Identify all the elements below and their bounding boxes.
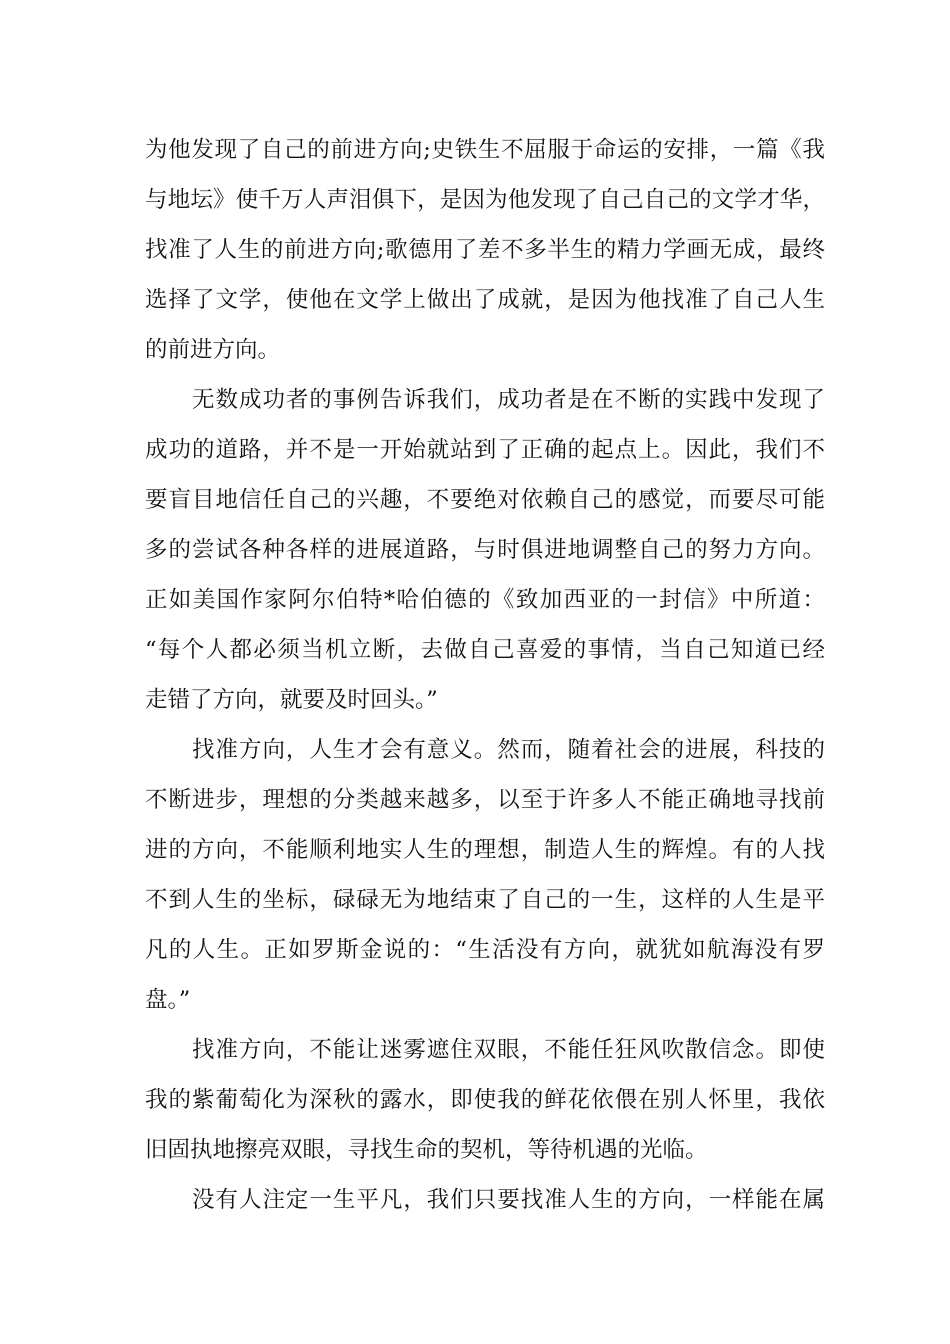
text-line-20: 我的紫葡萄化为深秋的露水，即使我的鲜花依偎在别人怀里，我依 (145, 1087, 825, 1113)
text-line-7: 成功的道路，并不是一开始就站到了正确的起点上。因此，我们不 (145, 437, 825, 463)
text-line-3: 找准了人生的前进方向;歌德用了差不多半生的精力学画无成，最终 (145, 237, 825, 263)
text-line-14: 不断进步，理想的分类越来越多，以至于许多人不能正确地寻找前 (145, 787, 825, 813)
text-line-19: 找准方向，不能让迷雾遮住双眼，不能任狂风吹散信念。即使 (192, 1037, 825, 1063)
text-line-1: 为他发现了自己的前进方向;史铁生不屈服于命运的安排，一篇《我 (145, 137, 825, 163)
text-line-9: 多的尝试各种各样的进展道路，与时俱进地调整自己的努力方向。 (145, 537, 825, 563)
text-line-22: 没有人注定一生平凡，我们只要找准人生的方向，一样能在属 (192, 1187, 825, 1213)
text-line-13: 找准方向，人生才会有意义。然而，随着社会的进展，科技的 (192, 737, 825, 763)
text-line-18: 盘。” (145, 987, 191, 1013)
text-line-5: 的前进方向。 (145, 337, 281, 363)
text-line-10: 正如美国作家阿尔伯特*哈伯德的《致加西亚的一封信》中所道： (145, 587, 825, 613)
text-line-2: 与地坛》使千万人声泪俱下，是因为他发现了自己自己的文学才华， (145, 187, 825, 213)
text-line-4: 选择了文学，使他在文学上做出了成就，是因为他找准了自己人生 (145, 287, 825, 313)
text-line-21: 旧固执地擦亮双眼，寻找生命的契机，等待机遇的光临。 (145, 1137, 708, 1163)
text-line-6: 无数成功者的事例告诉我们，成功者是在不断的实践中发现了 (192, 387, 825, 413)
text-line-8: 要盲目地信任自己的兴趣，不要绝对依赖自己的感觉，而要尽可能 (145, 487, 825, 513)
text-line-16: 不到人生的坐标，碌碌无为地结束了自己的一生，这样的人生是平 (145, 887, 825, 913)
text-line-12: 走错了方向，就要及时回头。” (145, 687, 438, 713)
text-line-11: “每个人都必须当机立断，去做自己喜爱的事情，当自己知道已经 (145, 637, 825, 663)
text-line-15: 进的方向，不能顺利地实人生的理想，制造人生的辉煌。有的人找 (145, 837, 825, 863)
text-line-17: 凡的人生。正如罗斯金说的：“生活没有方向，就犹如航海没有罗 (145, 937, 825, 963)
